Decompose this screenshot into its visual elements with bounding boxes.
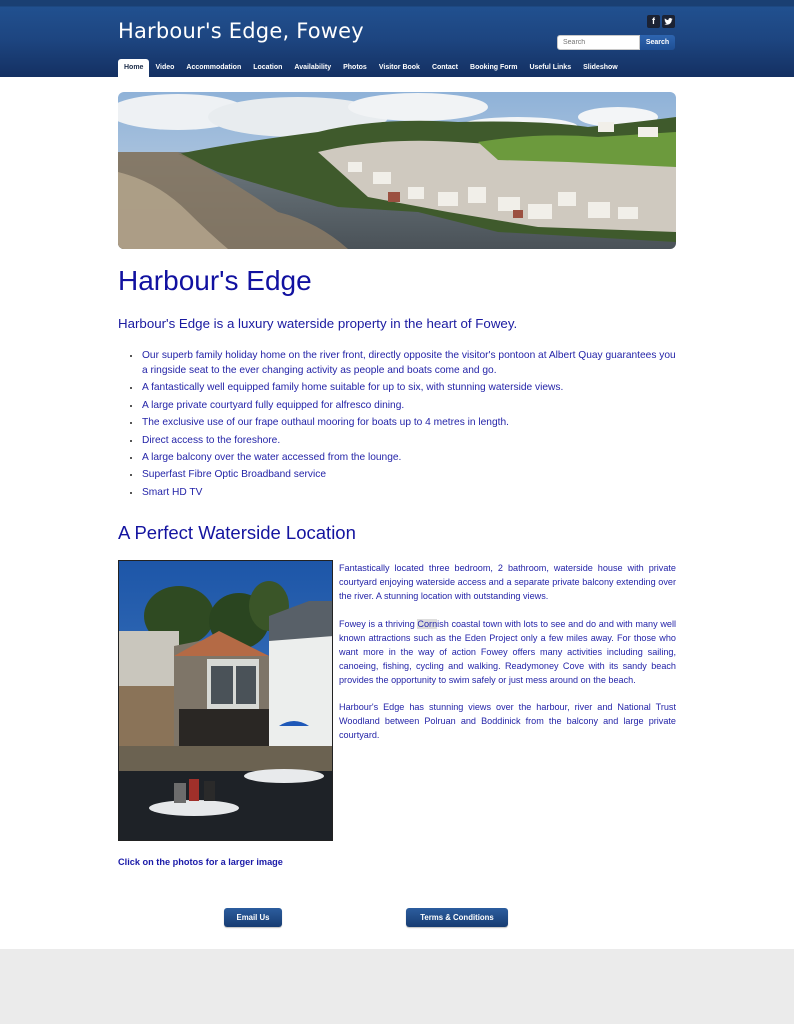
search-button[interactable]: Search <box>640 35 675 50</box>
nav-video[interactable]: Video <box>155 64 175 71</box>
lead-text: Harbour's Edge is a luxury waterside property in the heart of Fowey. <box>118 316 518 331</box>
feature-item: The exclusive use of our frape outhaul mooring for boats up to 4 metres in length. <box>128 415 678 430</box>
feature-item: A fantastically well equipped family home suitable for up to six, with stunning waterside views. <box>128 380 678 395</box>
nav-useful-links[interactable]: Useful Links <box>529 64 572 71</box>
photo-caption: Click on the photos for a larger image <box>118 857 283 867</box>
site-header <box>0 0 794 77</box>
page-title: Harbour's Edge <box>118 265 312 296</box>
feature-item: Smart HD TV <box>128 485 678 500</box>
terms-conditions-button[interactable]: Terms & Conditions <box>406 908 508 927</box>
section-title: A Perfect Waterside Location <box>118 522 356 543</box>
location-description <box>339 561 676 756</box>
nav-booking-form[interactable]: Booking Form <box>470 64 518 71</box>
site-title[interactable]: Harbour's Edge, Fowey <box>118 19 364 43</box>
nav-location[interactable]: Location <box>253 64 283 71</box>
paragraph-3: Harbour's Edge has stunning views over the harbour, river and National Trust Woodland between Polruan and Boddinick from the balcony and large private courtyard. <box>339 702 676 740</box>
paragraph-2 <box>339 617 676 687</box>
feature-item: A large private courtyard fully equipped for alfresco dining. <box>128 398 678 413</box>
feature-item: Our superb family holiday home on the river front, directly opposite the visitor's pontoon at Albert Quay guarantees you a ringside seat to the ever changing activity as people and boats come and go. <box>128 348 678 378</box>
nav-contact[interactable]: Contact <box>431 64 459 71</box>
nav-slideshow[interactable]: Slideshow <box>583 64 618 71</box>
nav-visitor-book[interactable]: Visitor Book <box>378 64 420 71</box>
highlighted-text: Corn <box>417 618 438 629</box>
feature-item: Superfast Fibre Optic Broadband service <box>128 467 678 482</box>
feature-item: Direct access to the foreshore. <box>128 433 678 448</box>
house-photo[interactable] <box>118 560 333 841</box>
nav-home[interactable]: Home <box>118 59 149 77</box>
paragraph-2-end: ish coastal town with lots to see and do and with many well known attractions such as the Eden Project only a few miles away. For those who want more in the way of action Fowey offers many activities including sailing, canoeing, fishing, cycling and walking. Readymoney Cove with its sandy beach provides the opportunity to swim safely or just mess around on the beach. <box>339 618 676 685</box>
paragraph-1: Fantastically located three bedroom, 2 bathroom, waterside house with private courtyard enjoying waterside access and a separate private balcony extending over the river. A stunning location with outstanding views. <box>339 563 676 601</box>
nav-photos[interactable]: Photos <box>343 64 367 71</box>
nav-availability[interactable]: Availability <box>294 64 332 71</box>
social-links <box>647 15 675 28</box>
twitter-icon[interactable] <box>662 15 675 28</box>
feature-item: A large balcony over the water accessed from the lounge. <box>128 450 678 465</box>
feature-list <box>128 348 678 502</box>
footer-area <box>0 949 794 1024</box>
page-content <box>0 77 794 949</box>
email-us-button[interactable]: Email Us <box>224 908 282 927</box>
search-input[interactable] <box>557 35 640 50</box>
facebook-icon[interactable]: f <box>647 15 660 28</box>
paragraph-2-start: Fowey is a thriving <box>339 618 418 629</box>
hero-image[interactable] <box>118 92 676 249</box>
main-nav <box>118 59 624 77</box>
nav-accommodation[interactable]: Accommodation <box>186 64 242 71</box>
